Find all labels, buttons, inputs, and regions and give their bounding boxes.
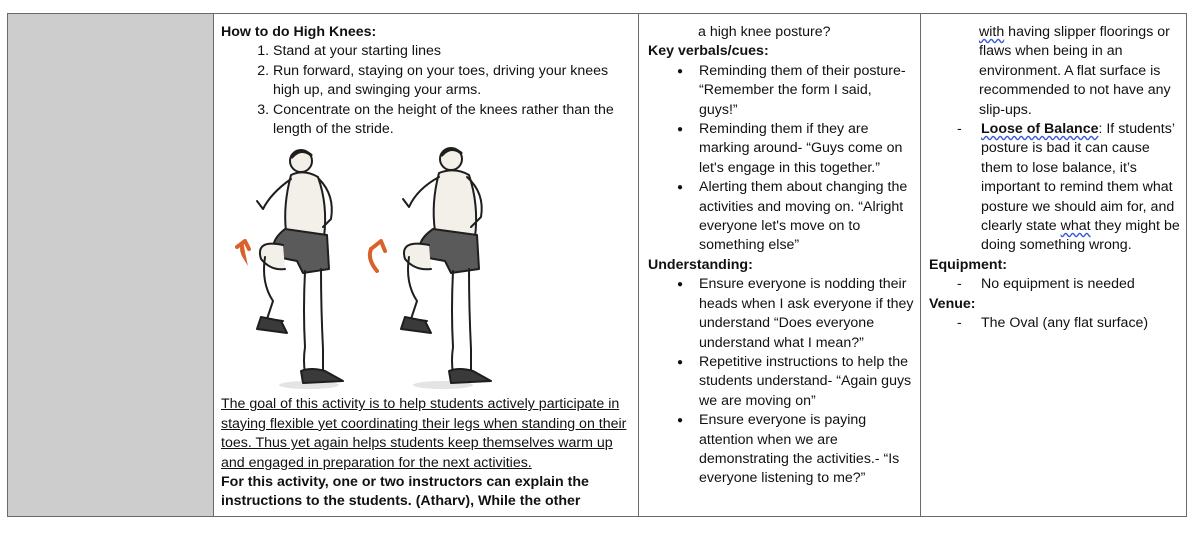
surface-note <box>929 23 1180 120</box>
cue-item: ● Reminding them if they are marking around- “Guys come on let's engage in this together.” <box>699 120 914 178</box>
instructions-column <box>214 14 639 516</box>
continued-question: a high knee posture? <box>698 24 831 40</box>
instructors-note: For this activity, one or two instructors can explain the instructions to the students. (Atharv), While the other <box>221 474 589 510</box>
understanding-item: ● Ensure everyone is nodding their heads when I ask everyone if they understand “Does everyone understand what I mean?” <box>699 275 914 353</box>
balance-text-b: they might be doing something wrong. <box>981 218 1180 254</box>
spellcheck-word: what <box>1060 218 1091 235</box>
balance-risk-item <box>981 120 1180 256</box>
venue-item: - The Oval (any flat surface) <box>981 314 1180 333</box>
understanding-item: ● Ensure everyone is paying attention when we are demonstrating the activities.- “Is everyone listening to me?” <box>699 411 914 489</box>
venue-heading: Venue: <box>929 295 976 312</box>
step-item: 3. Concentrate on the height of the knees rather than the length of the stride. <box>273 101 632 140</box>
step-item: 2. Run forward, staying on your toes, driving your knees high up, and swinging your arms. <box>273 62 632 101</box>
lesson-plan-table <box>7 13 1187 517</box>
cues-list <box>648 62 914 256</box>
balance-label: Loose of Balance <box>981 121 1099 138</box>
grey-label-column <box>8 14 214 516</box>
cues-column <box>639 14 921 516</box>
equipment-heading: Equipment: <box>929 256 1008 273</box>
understanding-item: ● Repetitive instructions to help the students understand- “Again guys we are moving on” <box>699 353 914 411</box>
understanding-list <box>648 275 914 488</box>
understanding-heading: Understanding: <box>648 256 753 273</box>
equipment-item: - No equipment is needed <box>981 275 1180 294</box>
equipment-list <box>929 275 1180 294</box>
cues-heading: Key verbals/cues: <box>648 43 769 60</box>
surface-note-text: having slipper floorings or flaws when being in an environment. A flat surface is recommended to not have any slip-ups. <box>979 24 1171 118</box>
cue-item: ● Alerting them about changing the activities and moving on. “Alright everyone let's move on to something else” <box>699 178 914 256</box>
risk-list <box>929 120 1180 256</box>
activity-heading: How to do High Knees: <box>221 24 377 40</box>
high-knees-illustration <box>221 145 521 393</box>
steps-list <box>221 42 632 139</box>
spellcheck-word: with <box>979 24 1005 40</box>
balance-text-a: : If students’ posture is bad it can cause them to lose balance, it’s important to remind them what posture we should aim for, and clearly state <box>981 121 1175 235</box>
safety-column <box>921 14 1186 516</box>
cue-item: ● Reminding them of their posture- “Remember the form I said, guys!” <box>699 62 914 120</box>
step-item: 1. Stand at your starting lines <box>273 42 632 61</box>
venue-list <box>929 314 1180 333</box>
activity-goal-text: The goal of this activity is to help students actively participate in staying flexible yet coordinating their legs when standing on their toes. Thus yet again helps students keep themselves warm up and engaged in preparation for the next activities. <box>221 396 627 471</box>
